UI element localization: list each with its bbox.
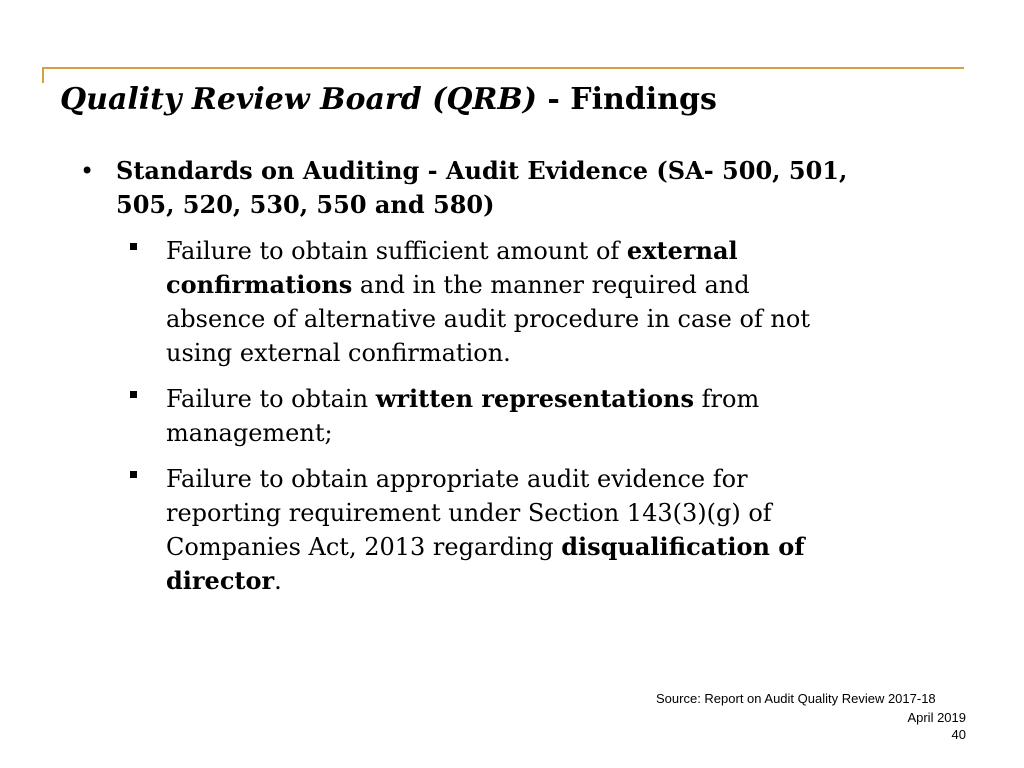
sub-bullet-text-bold: external confirmations [166, 236, 738, 299]
main-bullet-text: Standards on Auditing - Audit Evidence (SA- 500, 501, 505, 520, 530, 550 and 580) [116, 156, 848, 219]
sub-bullet-text-pre: Failure to obtain appropriate audit evidence for reporting requirement under Section 143(3)(g) of Companies Act, 2013 regarding [166, 465, 772, 561]
page-number: 40 [951, 727, 966, 742]
square-bullet-icon [130, 243, 137, 250]
square-bullet-icon [130, 391, 137, 398]
sub-bullet-text-post: . [274, 567, 282, 595]
sub-bullet-list [80, 234, 900, 598]
sub-bullet-text-pre: Failure to obtain sufficient amount of [166, 237, 627, 265]
sub-bullet-item [128, 462, 856, 598]
bullet-dot-icon: • [80, 157, 95, 185]
title-accent-line [42, 67, 964, 69]
slide-title-rest: - Findings [536, 82, 717, 117]
sub-bullet-text-post: from management; [166, 385, 760, 447]
slide-content [80, 154, 900, 610]
sub-bullet-item [128, 382, 856, 450]
slide-title-italic: Quality Review Board (QRB) [60, 82, 537, 117]
sub-bullet-text-bold: written representations [375, 384, 695, 413]
sub-bullet-text-post: and in the manner required and absence of alternative audit procedure in case of not using external confirmation. [166, 271, 810, 367]
title-accent-tick [42, 67, 44, 83]
sub-bullet-item [128, 234, 856, 370]
footer-date: April 2019 [907, 710, 966, 725]
main-bullet-item [80, 154, 900, 222]
sub-bullet-text-pre: Failure to obtain [166, 385, 376, 413]
sub-bullet-text-bold: disqualification of director [166, 532, 805, 595]
square-bullet-icon [130, 471, 137, 478]
footer-source: Source: Report on Audit Quality Review 2017-18 [656, 691, 936, 706]
slide-title [60, 80, 717, 120]
